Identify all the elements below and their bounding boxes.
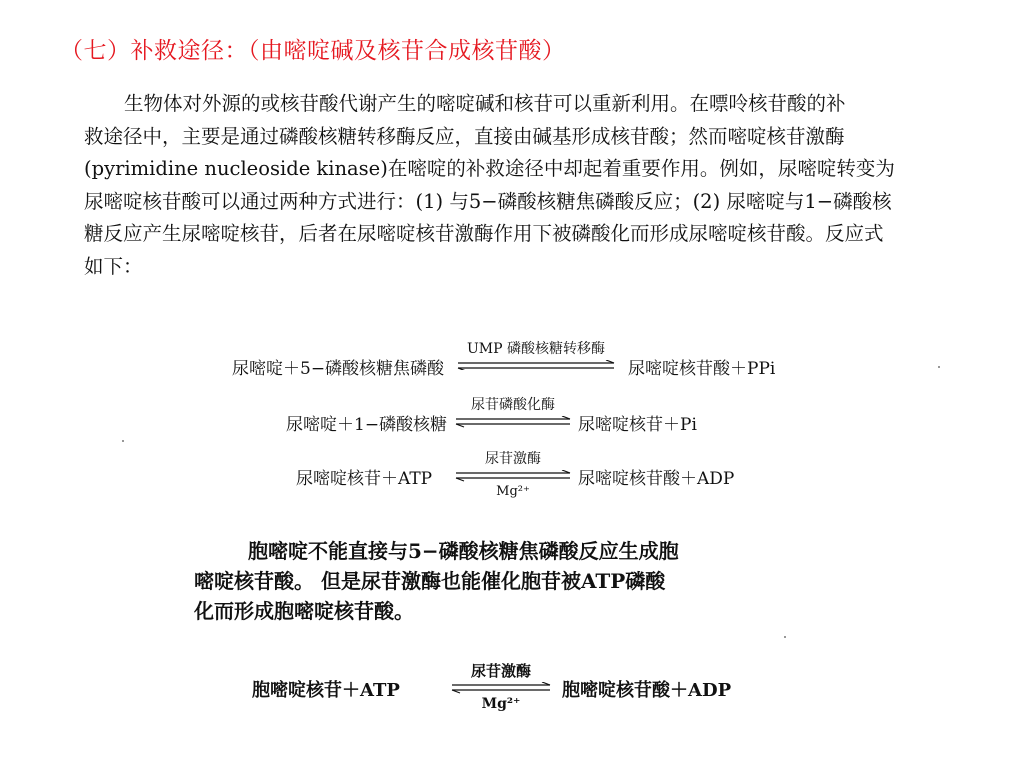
paragraph-line: 生物体对外源的或核苷酸代谢产生的嘧啶碱和核苷可以重新利用。在嘌呤核苷酸的补 — [124, 92, 846, 115]
paragraph-salvage-intro — [84, 88, 895, 283]
reaction-products: 尿嘧啶核苷酸＋PPi — [628, 359, 776, 379]
paragraph-line: 嘧啶核苷酸。 但是尿苷激酶也能催化胞苷被ATP磷酸 — [194, 569, 666, 593]
scan-speck — [938, 366, 940, 368]
paragraph-line: (pyrimidine nucleoside kinase)在嘧啶的补救途径中却起着重要作用。例如，尿嘧啶转变为 — [84, 157, 895, 180]
scan-speck — [784, 636, 786, 638]
equilibrium-arrow-icon — [450, 682, 552, 694]
paragraph-line: 化而形成胞嘧啶核苷酸。 — [194, 599, 414, 623]
equilibrium-arrow-icon — [454, 416, 572, 428]
equilibrium-arrow-icon — [456, 360, 616, 370]
paragraph-line: 救途径中，主要是通过磷酸核糖转移酶反应，直接由碱基形成核苷酸；然而嘧啶核苷激酶 — [84, 124, 845, 148]
reaction-products: 尿嘧啶核苷酸＋ADP — [578, 469, 735, 489]
reaction-reactants: 尿嘧啶核苷＋ATP — [296, 469, 433, 489]
paragraph-line: 如下： — [84, 254, 143, 278]
cofactor-label: Mg²⁺ — [496, 484, 530, 499]
reversible-arrow — [450, 662, 552, 712]
reversible-arrow — [454, 398, 572, 442]
enzyme-label: 尿苷激酶 — [470, 662, 531, 680]
paragraph-line: 胞嘧啶不能直接与5−磷酸核糖焦磷酸反应生成胞 — [248, 539, 679, 563]
paragraph-cytosine — [194, 536, 679, 626]
slide-title: （七）补救途径：（由嘧啶碱及核苷合成核苷酸） — [60, 38, 566, 64]
reaction-reactants: 尿嘧啶＋5−磷酸核糖焦磷酸 — [232, 359, 445, 379]
reaction-products: 尿嘧啶核苷＋Pi — [578, 415, 697, 435]
enzyme-label: UMP 磷酸核糖转移酶 — [466, 341, 605, 357]
reaction-reactants: 尿嘧啶＋1−磷酸核糖 — [286, 415, 448, 435]
reaction-reactants: 胞嘧啶核苷＋ATP — [252, 680, 400, 701]
enzyme-label: 尿苷激酶 — [485, 451, 541, 467]
equilibrium-arrow-icon — [454, 470, 572, 482]
cofactor-label: Mg²⁺ — [481, 696, 521, 712]
reversible-arrow — [456, 342, 616, 386]
reversible-arrow — [454, 451, 572, 499]
paragraph-line: 尿嘧啶核苷酸可以通过两种方式进行：(1) 与5−磷酸核糖焦磷酸反应；(2) 尿嘧啶与1−磷酸核 — [84, 189, 892, 213]
enzyme-label: 尿苷磷酸化酶 — [471, 397, 555, 413]
reaction-products: 胞嘧啶核苷酸＋ADP — [562, 680, 732, 701]
paragraph-line: 糖反应产生尿嘧啶核苷，后者在尿嘧啶核苷激酶作用下被磷酸化而形成尿嘧啶核苷酸。反应式 — [84, 222, 884, 245]
scan-speck — [122, 440, 124, 442]
